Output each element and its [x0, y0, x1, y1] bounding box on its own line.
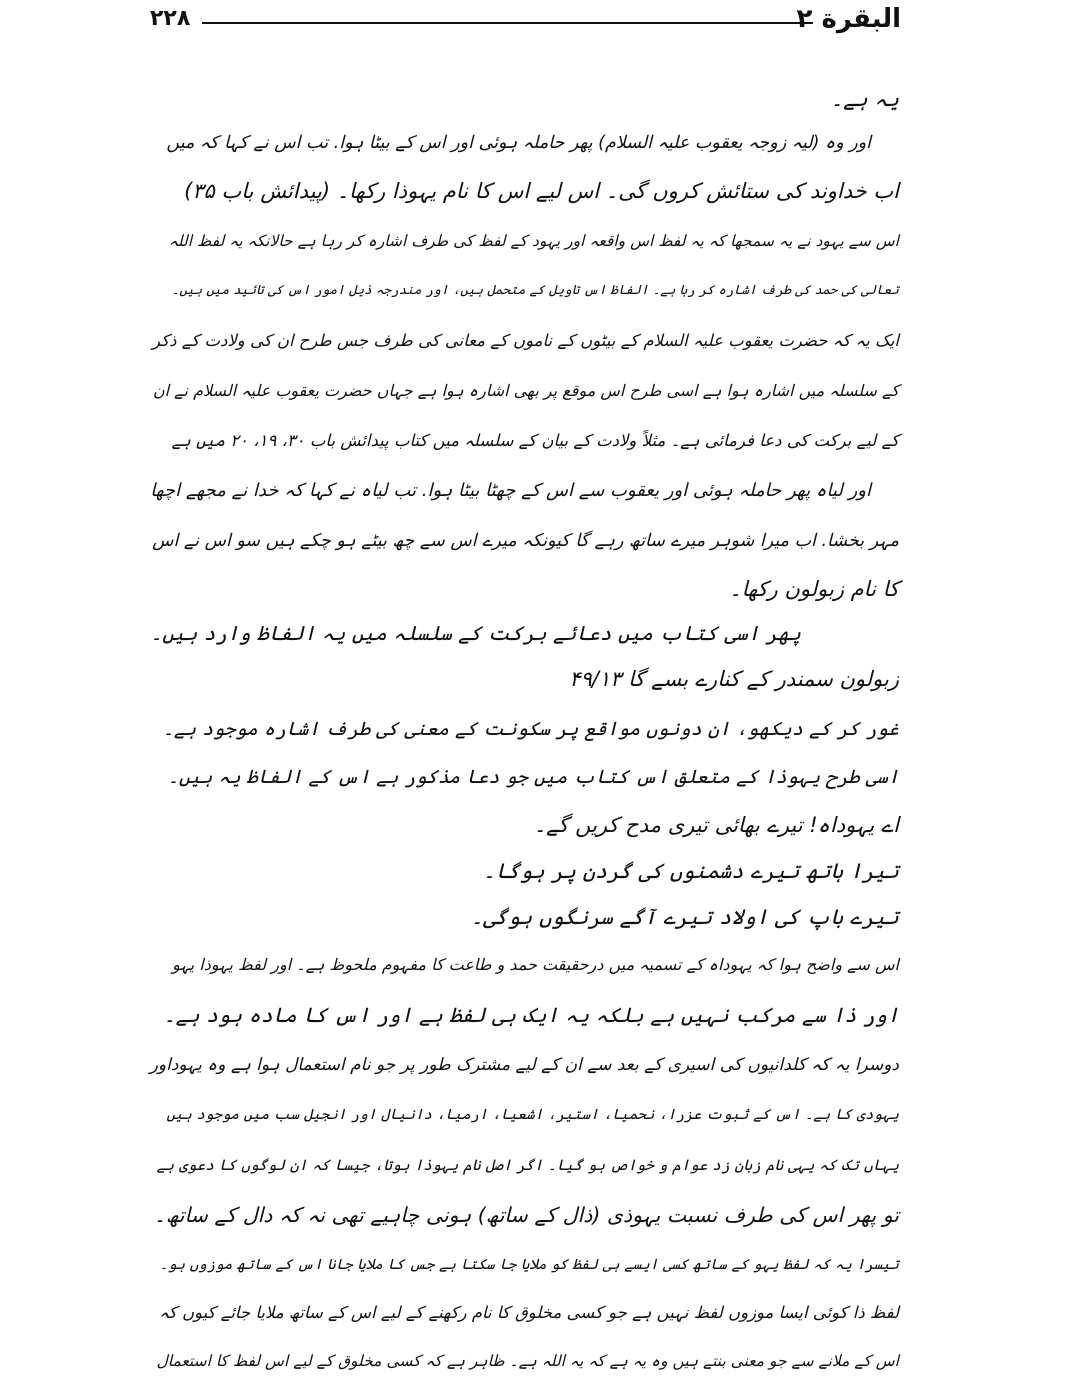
- text-line: کا نام زبولون رکھا۔: [729, 577, 899, 601]
- header-rule: [202, 22, 813, 24]
- text-line: یہودی کا ہے۔ اس کے ثبوت عزرا، نحمیا، استیر، اشعیا، ارمیا، دانیال اور انجیل سب میں موجود ہیں: [166, 1107, 899, 1123]
- text-line: تیرے باپ کی اولاد تیرے آگے سرنگوں ہوگی۔: [470, 905, 899, 929]
- text-line: دوسرا یہ کہ کلدانیوں کی اسیری کے بعد سے ان کے لیے مشترک طور پر جو نام استعمال ہوا ہے وہ یہوداور: [149, 1055, 899, 1075]
- text-line: تیرا ہاتھ تیرے دشمنوں کی گردن پر ہوگا۔: [483, 859, 899, 883]
- text-line: تعالی کی حمد کی طرف اشارہ کر رہا ہے۔ الفاظ اس تاویل کے متحمل ہیں، اور مندرجہ ذیل امور اس کی تائید میں ہیں۔: [171, 283, 899, 298]
- text-line: اس سے واضح ہوا کہ یہوداہ کے تسمیہ میں درحقیقت حمد و طاعت کا مفہوم ملحوظ ہے۔ اور لفظ یہوذا یہو: [172, 955, 899, 974]
- text-line: غور کر کے دیکھو، ان دونوں مواقع پر سکونت کے معنی کی طرف اشارہ موجود ہے۔: [162, 718, 899, 740]
- text-line: تیسرا یہ کہ لفظ یہو کے ساتھ کسی ایسے ہی لفظ کو ملایا جا سکتا ہے جس کا ملایا جانا اس کے ساتھ موزوں ہو۔: [159, 1257, 899, 1273]
- text-line: کے سلسلہ میں اشارہ ہوا ہے اسی طرح اس موقع پر بھی اشارہ ہوا ہے جہاں حضرت یعقوب علیہ السلام نے ان: [152, 381, 899, 400]
- text-line: اب خداوند کی ستائش کروں گی۔ اس لیے اس کا نام یہوذا رکھا۔ (پیدائش باب ۳۵): [184, 179, 899, 203]
- text-line: اس کے ملانے سے جو معنی بنتے ہیں وہ یہ ہے کہ یہ اللہ ہے۔ ظاہر ہے کہ کسی مخلوق کے لیے اس لفظ کا استعمال: [156, 1352, 899, 1370]
- surah-title: البقرة ۲: [796, 4, 901, 34]
- text-line: یہاں تک کہ یہی نام زبان زد عوام و خواص ہو گیا۔ اگر اصل نام یہوذا ہوتا، جیسا کہ ان لوگوں کا دعوی ہے: [156, 1156, 899, 1174]
- text-line: یہ ہے۔: [830, 87, 899, 111]
- text-line: اے یہوداہ! تیرے بھائی تیری مدح کریں گے۔: [533, 813, 899, 837]
- text-line: کے لیے برکت کی دعا فرمائی ہے۔ مثلاً ولادت کے بیان کے سلسلہ میں کتاب پیدائش باب ۳۰، ۱۹، ۲۰ میں ہے: [171, 431, 899, 450]
- page-number: ۲۲۸: [150, 6, 191, 31]
- text-line: پھر اسی کتاب میں دعائے برکت کے سلسلہ میں یہ الفاظ وارد ہیں۔: [150, 621, 801, 645]
- text-line: اور ذا سے مرکب نہیں ہے بلکہ یہ ایک ہی لفظ ہے اور اس کا مادہ ہود ہے۔: [163, 1003, 899, 1027]
- text-line: اور وہ (لیہ زوجہ یعقوب علیہ السلام) پھر حاملہ ہوئی اور اس کے بیٹا ہوا. تب اس نے کہا کہ میں: [166, 133, 871, 153]
- text-line: اس سے یہود نے یہ سمجھا کہ یہ لفظ اس واقعہ اور یہود کے لفظ کی طرف اشارہ کر رہا ہے حالانکہ یہ لفظ اللہ: [168, 232, 899, 250]
- text-line: ایک یہ کہ حضرت یعقوب علیہ السلام کے بیٹوں کے ناموں کے معانی کی طرف جس طرح ان کی ولادت کے ذکر: [152, 331, 899, 350]
- text-line: مہر بخشا. اب میرا شوہر میرے ساتھ رہے گا کیونکہ میرے اس سے چھ بیٹے ہو چکے ہیں سو اس نے اس: [152, 531, 899, 551]
- text-line: اسی طرح یہوذا کے متعلق اس کتاب میں جو دعا مذکور ہے اس کے الفاظ یہ ہیں۔: [167, 766, 899, 788]
- text-line: اور لیاہ پھر حاملہ ہوئی اور یعقوب سے اس کے چھٹا بیٹا ہوا. تب لیاہ نے کہا کہ خدا نے مجھے اچھا: [150, 480, 871, 501]
- text-line: تو پھر اس کی طرف نسبت یہوذی (ذال کے ساتھ) ہونی چاہیے تھی نہ کہ دال کے ساتھ۔: [153, 1203, 899, 1227]
- text-line: زبولون سمندر کے کنارے بسے گا ۴۹/۱۳: [569, 667, 899, 691]
- page-header: [150, 4, 901, 44]
- text-line: لفظ ذا کوئی ایسا موزوں لفظ نہیں ہے جو کسی مخلوق کا نام رکھنے کے لیے اس کے ساتھ ملایا جائے کیوں کہ: [159, 1303, 899, 1322]
